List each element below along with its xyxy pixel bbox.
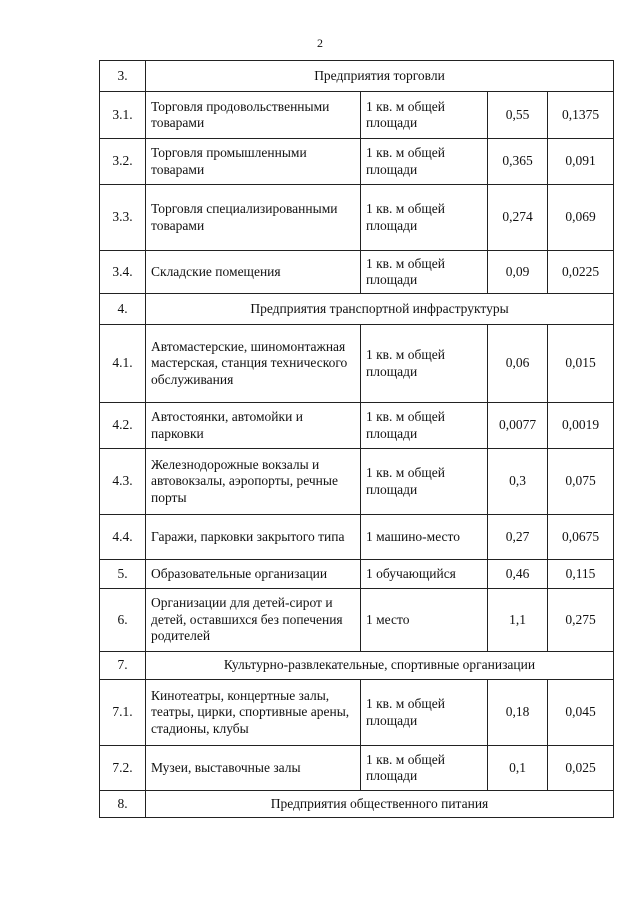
row-number: 3.3. xyxy=(100,185,146,251)
section-number: 3. xyxy=(100,61,146,92)
table-row xyxy=(100,560,614,589)
row-value-1: 0,0077 xyxy=(488,403,548,449)
row-name: Складские помещения xyxy=(146,251,361,294)
row-unit: 1 машино-место xyxy=(361,515,488,560)
row-unit: 1 кв. м общей площади xyxy=(361,251,488,294)
row-unit: 1 кв. м общей площади xyxy=(361,185,488,251)
row-number: 3.4. xyxy=(100,251,146,294)
section-number: 8. xyxy=(100,791,146,818)
row-value-1: 0,06 xyxy=(488,325,548,403)
table-row xyxy=(100,185,614,251)
row-unit: 1 кв. м общей площади xyxy=(361,746,488,791)
row-number: 5. xyxy=(100,560,146,589)
table-row xyxy=(100,746,614,791)
section-number: 4. xyxy=(100,294,146,325)
row-unit: 1 кв. м общей площади xyxy=(361,680,488,746)
row-value-1: 0,55 xyxy=(488,92,548,139)
row-value-2: 0,0019 xyxy=(548,403,614,449)
row-name: Организации для детей-сирот и детей, оставшихся без попечения родителей xyxy=(146,589,361,652)
row-value-1: 0,18 xyxy=(488,680,548,746)
table-row xyxy=(100,515,614,560)
page-number: 2 xyxy=(317,36,323,50)
row-number: 4.3. xyxy=(100,449,146,515)
row-name: Торговля специализированными товарами xyxy=(146,185,361,251)
row-value-1: 0,1 xyxy=(488,746,548,791)
row-unit: 1 кв. м общей площади xyxy=(361,403,488,449)
row-value-2: 0,025 xyxy=(548,746,614,791)
table-row xyxy=(100,403,614,449)
table-row xyxy=(100,589,614,652)
row-name: Торговля продовольственными товарами xyxy=(146,92,361,139)
row-value-2: 0,0675 xyxy=(548,515,614,560)
section-title: Предприятия общественного питания xyxy=(146,791,614,818)
row-name: Торговля промышленными товарами xyxy=(146,139,361,185)
row-value-1: 0,3 xyxy=(488,449,548,515)
row-name: Автостоянки, автомойки и парковки xyxy=(146,403,361,449)
row-value-2: 0,075 xyxy=(548,449,614,515)
section-title: Предприятия транспортной инфраструктуры xyxy=(146,294,614,325)
row-name: Кинотеатры, концертные залы, театры, цирки, спортивные арены, стадионы, клубы xyxy=(146,680,361,746)
row-unit: 1 кв. м общей площади xyxy=(361,139,488,185)
table-row xyxy=(100,61,614,92)
table-row xyxy=(100,449,614,515)
row-value-1: 0,46 xyxy=(488,560,548,589)
row-unit: 1 кв. м общей площади xyxy=(361,92,488,139)
row-unit: 1 обучающийся xyxy=(361,560,488,589)
section-title: Предприятия торговли xyxy=(146,61,614,92)
row-value-2: 0,015 xyxy=(548,325,614,403)
row-value-2: 0,069 xyxy=(548,185,614,251)
table-row xyxy=(100,791,614,818)
row-number: 4.2. xyxy=(100,403,146,449)
row-value-2: 0,091 xyxy=(548,139,614,185)
row-number: 4.4. xyxy=(100,515,146,560)
row-name: Гаражи, парковки закрытого типа xyxy=(146,515,361,560)
row-number: 3.1. xyxy=(100,92,146,139)
row-unit: 1 кв. м общей площади xyxy=(361,325,488,403)
row-value-1: 0,27 xyxy=(488,515,548,560)
row-value-2: 0,0225 xyxy=(548,251,614,294)
table-row xyxy=(100,680,614,746)
row-value-2: 0,1375 xyxy=(548,92,614,139)
table-row xyxy=(100,251,614,294)
section-number: 7. xyxy=(100,652,146,680)
row-unit: 1 кв. м общей площади xyxy=(361,449,488,515)
row-value-1: 0,365 xyxy=(488,139,548,185)
table-row xyxy=(100,92,614,139)
row-value-1: 0,274 xyxy=(488,185,548,251)
norms-table xyxy=(99,60,614,818)
row-value-2: 0,115 xyxy=(548,560,614,589)
row-number: 7.1. xyxy=(100,680,146,746)
table-row xyxy=(100,139,614,185)
row-number: 4.1. xyxy=(100,325,146,403)
row-name: Железнодорожные вокзалы и автовокзалы, аэропорты, речные порты xyxy=(146,449,361,515)
table-row xyxy=(100,325,614,403)
row-number: 7.2. xyxy=(100,746,146,791)
row-number: 3.2. xyxy=(100,139,146,185)
row-value-1: 1,1 xyxy=(488,589,548,652)
row-unit: 1 место xyxy=(361,589,488,652)
table-row xyxy=(100,652,614,680)
section-title: Культурно-развлекательные, спортивные организации xyxy=(146,652,614,680)
row-name: Автомастерские, шиномонтажная мастерская, станция технического обслуживания xyxy=(146,325,361,403)
table-row xyxy=(100,294,614,325)
row-value-2: 0,275 xyxy=(548,589,614,652)
row-name: Образовательные организации xyxy=(146,560,361,589)
row-number: 6. xyxy=(100,589,146,652)
row-value-2: 0,045 xyxy=(548,680,614,746)
row-name: Музеи, выставочные залы xyxy=(146,746,361,791)
row-value-1: 0,09 xyxy=(488,251,548,294)
